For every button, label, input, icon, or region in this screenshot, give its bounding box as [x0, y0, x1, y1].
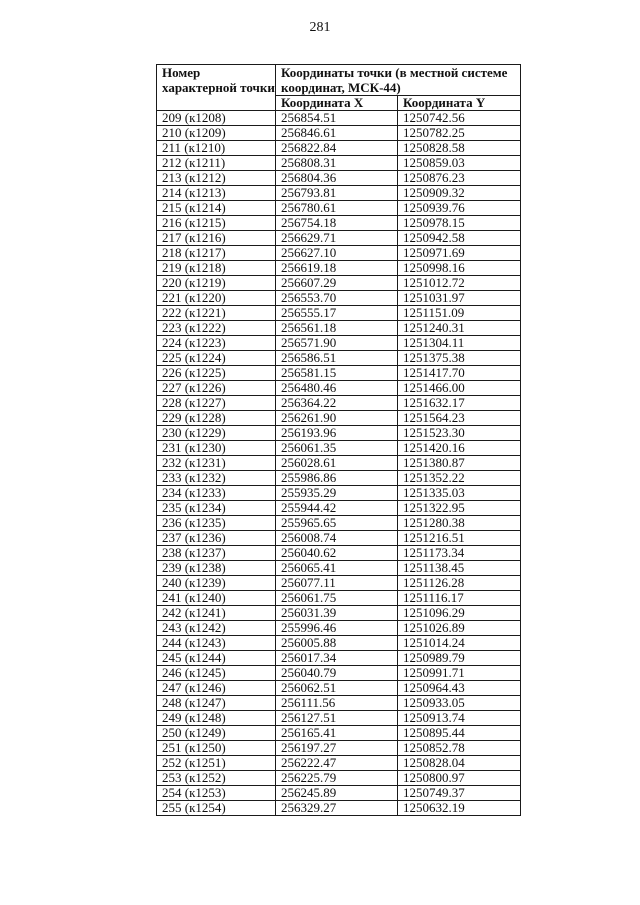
- coordinate-x-cell: 256822.84: [276, 141, 398, 156]
- table-row: [157, 621, 521, 636]
- table-row: [157, 306, 521, 321]
- point-cell: 246 (к1245): [157, 666, 276, 681]
- point-cell: 240 (к1239): [157, 576, 276, 591]
- point-cell: 223 (к1222): [157, 321, 276, 336]
- coordinate-x-cell: 256017.34: [276, 651, 398, 666]
- coordinate-x-cell: 256040.62: [276, 546, 398, 561]
- table-row: [157, 201, 521, 216]
- point-cell: 255 (к1254): [157, 801, 276, 816]
- table-row: [157, 276, 521, 291]
- point-cell: 226 (к1225): [157, 366, 276, 381]
- coordinate-x-cell: 255944.42: [276, 501, 398, 516]
- point-cell: 210 (к1209): [157, 126, 276, 141]
- coordinate-x-cell: 256846.61: [276, 126, 398, 141]
- coordinate-x-cell: 256111.56: [276, 696, 398, 711]
- point-cell: 219 (к1218): [157, 261, 276, 276]
- table-row: [157, 696, 521, 711]
- coordinate-y-cell: 1251151.09: [398, 306, 521, 321]
- point-cell: 253 (к1252): [157, 771, 276, 786]
- table-row: [157, 321, 521, 336]
- point-cell: 249 (к1248): [157, 711, 276, 726]
- table-row: [157, 261, 521, 276]
- header-coordinate-x: Координата X: [276, 96, 398, 111]
- coordinate-x-cell: 256165.41: [276, 726, 398, 741]
- coordinate-y-cell: 1250933.05: [398, 696, 521, 711]
- table-row: [157, 681, 521, 696]
- table-row: [157, 426, 521, 441]
- table-row: [157, 111, 521, 126]
- point-cell: 251 (к1250): [157, 741, 276, 756]
- table-row: [157, 741, 521, 756]
- point-cell: 235 (к1234): [157, 501, 276, 516]
- table-row: [157, 336, 521, 351]
- coordinate-x-cell: 256031.39: [276, 606, 398, 621]
- point-cell: 222 (к1221): [157, 306, 276, 321]
- point-cell: 218 (к1217): [157, 246, 276, 261]
- point-cell: 236 (к1235): [157, 516, 276, 531]
- point-cell: 213 (к1212): [157, 171, 276, 186]
- coordinate-x-cell: 256040.79: [276, 666, 398, 681]
- table-row: [157, 456, 521, 471]
- coordinate-x-cell: 256581.15: [276, 366, 398, 381]
- coordinate-y-cell: 1250978.15: [398, 216, 521, 231]
- table-row: [157, 186, 521, 201]
- table-row: [157, 366, 521, 381]
- point-cell: 227 (к1226): [157, 381, 276, 396]
- coordinate-y-cell: 1251096.29: [398, 606, 521, 621]
- coordinate-y-cell: 1250749.37: [398, 786, 521, 801]
- coordinate-x-cell: 256586.51: [276, 351, 398, 366]
- coordinate-y-cell: 1251335.03: [398, 486, 521, 501]
- table-row: [157, 516, 521, 531]
- table-row: [157, 801, 521, 816]
- table-row: [157, 636, 521, 651]
- table-row: [157, 501, 521, 516]
- coordinate-y-cell: 1251352.22: [398, 471, 521, 486]
- coordinate-x-cell: 256222.47: [276, 756, 398, 771]
- coordinate-x-cell: 256193.96: [276, 426, 398, 441]
- coordinate-y-cell: 1250939.76: [398, 201, 521, 216]
- table-row: [157, 531, 521, 546]
- coordinate-x-cell: 256754.18: [276, 216, 398, 231]
- coordinate-y-cell: 1251466.00: [398, 381, 521, 396]
- coordinate-x-cell: 256065.41: [276, 561, 398, 576]
- table-row: [157, 216, 521, 231]
- point-cell: 215 (к1214): [157, 201, 276, 216]
- point-cell: 229 (к1228): [157, 411, 276, 426]
- point-cell: 241 (к1240): [157, 591, 276, 606]
- coordinate-y-cell: 1250942.58: [398, 231, 521, 246]
- point-cell: 248 (к1247): [157, 696, 276, 711]
- point-cell: 232 (к1231): [157, 456, 276, 471]
- coordinate-x-cell: 256245.89: [276, 786, 398, 801]
- coordinate-y-cell: 1251380.87: [398, 456, 521, 471]
- coordinate-y-cell: 1251564.23: [398, 411, 521, 426]
- page-number: 281: [309, 20, 331, 35]
- coordinate-y-cell: 1251014.24: [398, 636, 521, 651]
- coordinate-x-cell: 256028.61: [276, 456, 398, 471]
- coordinate-x-cell: 255965.65: [276, 516, 398, 531]
- table-row: [157, 606, 521, 621]
- point-cell: 233 (к1232): [157, 471, 276, 486]
- table-row: [157, 666, 521, 681]
- coordinate-x-cell: 256627.10: [276, 246, 398, 261]
- coordinate-y-cell: 1251375.38: [398, 351, 521, 366]
- coordinate-x-cell: 256197.27: [276, 741, 398, 756]
- coordinate-y-cell: 1250852.78: [398, 741, 521, 756]
- table-row: [157, 651, 521, 666]
- coordinate-y-cell: 1250876.23: [398, 171, 521, 186]
- point-cell: 228 (к1227): [157, 396, 276, 411]
- coordinate-x-cell: 256061.75: [276, 591, 398, 606]
- coordinate-y-cell: 1250782.25: [398, 126, 521, 141]
- coordinate-x-cell: 256062.51: [276, 681, 398, 696]
- table-row: [157, 381, 521, 396]
- table-row: [157, 786, 521, 801]
- coordinate-y-cell: 1250989.79: [398, 651, 521, 666]
- coordinate-y-cell: 1250800.97: [398, 771, 521, 786]
- coordinate-y-cell: 1251304.11: [398, 336, 521, 351]
- coordinate-y-cell: 1250909.32: [398, 186, 521, 201]
- point-cell: 254 (к1253): [157, 786, 276, 801]
- point-cell: 237 (к1236): [157, 531, 276, 546]
- coordinate-y-cell: 1250991.71: [398, 666, 521, 681]
- coordinate-x-cell: 256008.74: [276, 531, 398, 546]
- coordinate-x-cell: 256364.22: [276, 396, 398, 411]
- table-row: [157, 126, 521, 141]
- point-cell: 243 (к1242): [157, 621, 276, 636]
- coordinate-x-cell: 256480.46: [276, 381, 398, 396]
- coordinate-y-cell: 1250913.74: [398, 711, 521, 726]
- point-cell: 225 (к1224): [157, 351, 276, 366]
- point-cell: 214 (к1213): [157, 186, 276, 201]
- point-cell: 212 (к1211): [157, 156, 276, 171]
- coordinate-y-cell: 1251420.16: [398, 441, 521, 456]
- coordinate-y-cell: 1251417.70: [398, 366, 521, 381]
- coordinate-x-cell: 256553.70: [276, 291, 398, 306]
- coordinate-x-cell: 256780.61: [276, 201, 398, 216]
- table-row: [157, 141, 521, 156]
- coordinate-x-cell: 256804.36: [276, 171, 398, 186]
- table-row: [157, 756, 521, 771]
- coordinate-y-cell: 1250895.44: [398, 726, 521, 741]
- coordinate-x-cell: 256607.29: [276, 276, 398, 291]
- point-cell: 244 (к1243): [157, 636, 276, 651]
- header-point-number: Номер характерной точки: [157, 65, 276, 111]
- point-cell: 238 (к1237): [157, 546, 276, 561]
- point-cell: 231 (к1230): [157, 441, 276, 456]
- table-row: [157, 231, 521, 246]
- coordinate-x-cell: 256061.35: [276, 441, 398, 456]
- point-cell: 211 (к1210): [157, 141, 276, 156]
- coordinate-y-cell: 1250828.58: [398, 141, 521, 156]
- point-cell: 209 (к1208): [157, 111, 276, 126]
- coordinate-x-cell: 255986.86: [276, 471, 398, 486]
- coordinate-y-cell: 1251173.34: [398, 546, 521, 561]
- coordinate-y-cell: 1250998.16: [398, 261, 521, 276]
- header-coordinates: Координаты точки (в местной системе координат, МСК-44): [276, 65, 521, 96]
- table-row: [157, 156, 521, 171]
- point-cell: 234 (к1233): [157, 486, 276, 501]
- coordinate-x-cell: 256561.18: [276, 321, 398, 336]
- coordinate-y-cell: 1250971.69: [398, 246, 521, 261]
- coordinate-y-cell: 1251240.31: [398, 321, 521, 336]
- coordinate-y-cell: 1251031.97: [398, 291, 521, 306]
- coordinate-y-cell: 1250859.03: [398, 156, 521, 171]
- coordinate-x-cell: 255935.29: [276, 486, 398, 501]
- point-cell: 250 (к1249): [157, 726, 276, 741]
- table-row: [157, 561, 521, 576]
- coordinate-x-cell: 256629.71: [276, 231, 398, 246]
- point-cell: 217 (к1216): [157, 231, 276, 246]
- table-row: [157, 546, 521, 561]
- point-cell: 221 (к1220): [157, 291, 276, 306]
- coordinate-x-cell: 256555.17: [276, 306, 398, 321]
- coordinate-y-cell: 1250828.04: [398, 756, 521, 771]
- point-cell: 239 (к1238): [157, 561, 276, 576]
- table-row: [157, 486, 521, 501]
- point-cell: 247 (к1246): [157, 681, 276, 696]
- coordinate-x-cell: 256077.11: [276, 576, 398, 591]
- coordinate-y-cell: 1251012.72: [398, 276, 521, 291]
- table-row: [157, 576, 521, 591]
- coordinate-y-cell: 1250964.43: [398, 681, 521, 696]
- coordinate-x-cell: 256619.18: [276, 261, 398, 276]
- coordinate-y-cell: 1251026.89: [398, 621, 521, 636]
- table-row: [157, 291, 521, 306]
- table-row: [157, 771, 521, 786]
- table-row: [157, 471, 521, 486]
- coordinate-y-cell: 1250742.56: [398, 111, 521, 126]
- coordinate-x-cell: 256127.51: [276, 711, 398, 726]
- coordinate-x-cell: 256793.81: [276, 186, 398, 201]
- table-row: [157, 246, 521, 261]
- coordinate-x-cell: 256329.27: [276, 801, 398, 816]
- point-cell: 242 (к1241): [157, 606, 276, 621]
- coordinate-x-cell: 256854.51: [276, 111, 398, 126]
- coordinate-y-cell: 1251126.28: [398, 576, 521, 591]
- coordinate-x-cell: 256571.90: [276, 336, 398, 351]
- coordinates-table: [156, 64, 521, 816]
- table-row: [157, 411, 521, 426]
- coordinate-x-cell: 256005.88: [276, 636, 398, 651]
- coordinate-y-cell: 1250632.19: [398, 801, 521, 816]
- coordinate-y-cell: 1251216.51: [398, 531, 521, 546]
- table-row: [157, 396, 521, 411]
- table-row: [157, 711, 521, 726]
- point-cell: 245 (к1244): [157, 651, 276, 666]
- table-row: [157, 351, 521, 366]
- coordinate-y-cell: 1251322.95: [398, 501, 521, 516]
- point-cell: 252 (к1251): [157, 756, 276, 771]
- coordinate-y-cell: 1251138.45: [398, 561, 521, 576]
- coordinate-x-cell: 256808.31: [276, 156, 398, 171]
- table-row: [157, 171, 521, 186]
- coordinate-y-cell: 1251116.17: [398, 591, 521, 606]
- coordinate-y-cell: 1251280.38: [398, 516, 521, 531]
- coordinate-x-cell: 256261.90: [276, 411, 398, 426]
- table-row: [157, 591, 521, 606]
- coordinate-x-cell: 255996.46: [276, 621, 398, 636]
- point-cell: 230 (к1229): [157, 426, 276, 441]
- coordinate-y-cell: 1251523.30: [398, 426, 521, 441]
- point-cell: 216 (к1215): [157, 216, 276, 231]
- table-body: [157, 111, 521, 816]
- point-cell: 224 (к1223): [157, 336, 276, 351]
- coordinate-y-cell: 1251632.17: [398, 396, 521, 411]
- header-coordinate-y: Координата Y: [398, 96, 521, 111]
- coordinate-x-cell: 256225.79: [276, 771, 398, 786]
- point-cell: 220 (к1219): [157, 276, 276, 291]
- table-row: [157, 441, 521, 456]
- table-row: [157, 726, 521, 741]
